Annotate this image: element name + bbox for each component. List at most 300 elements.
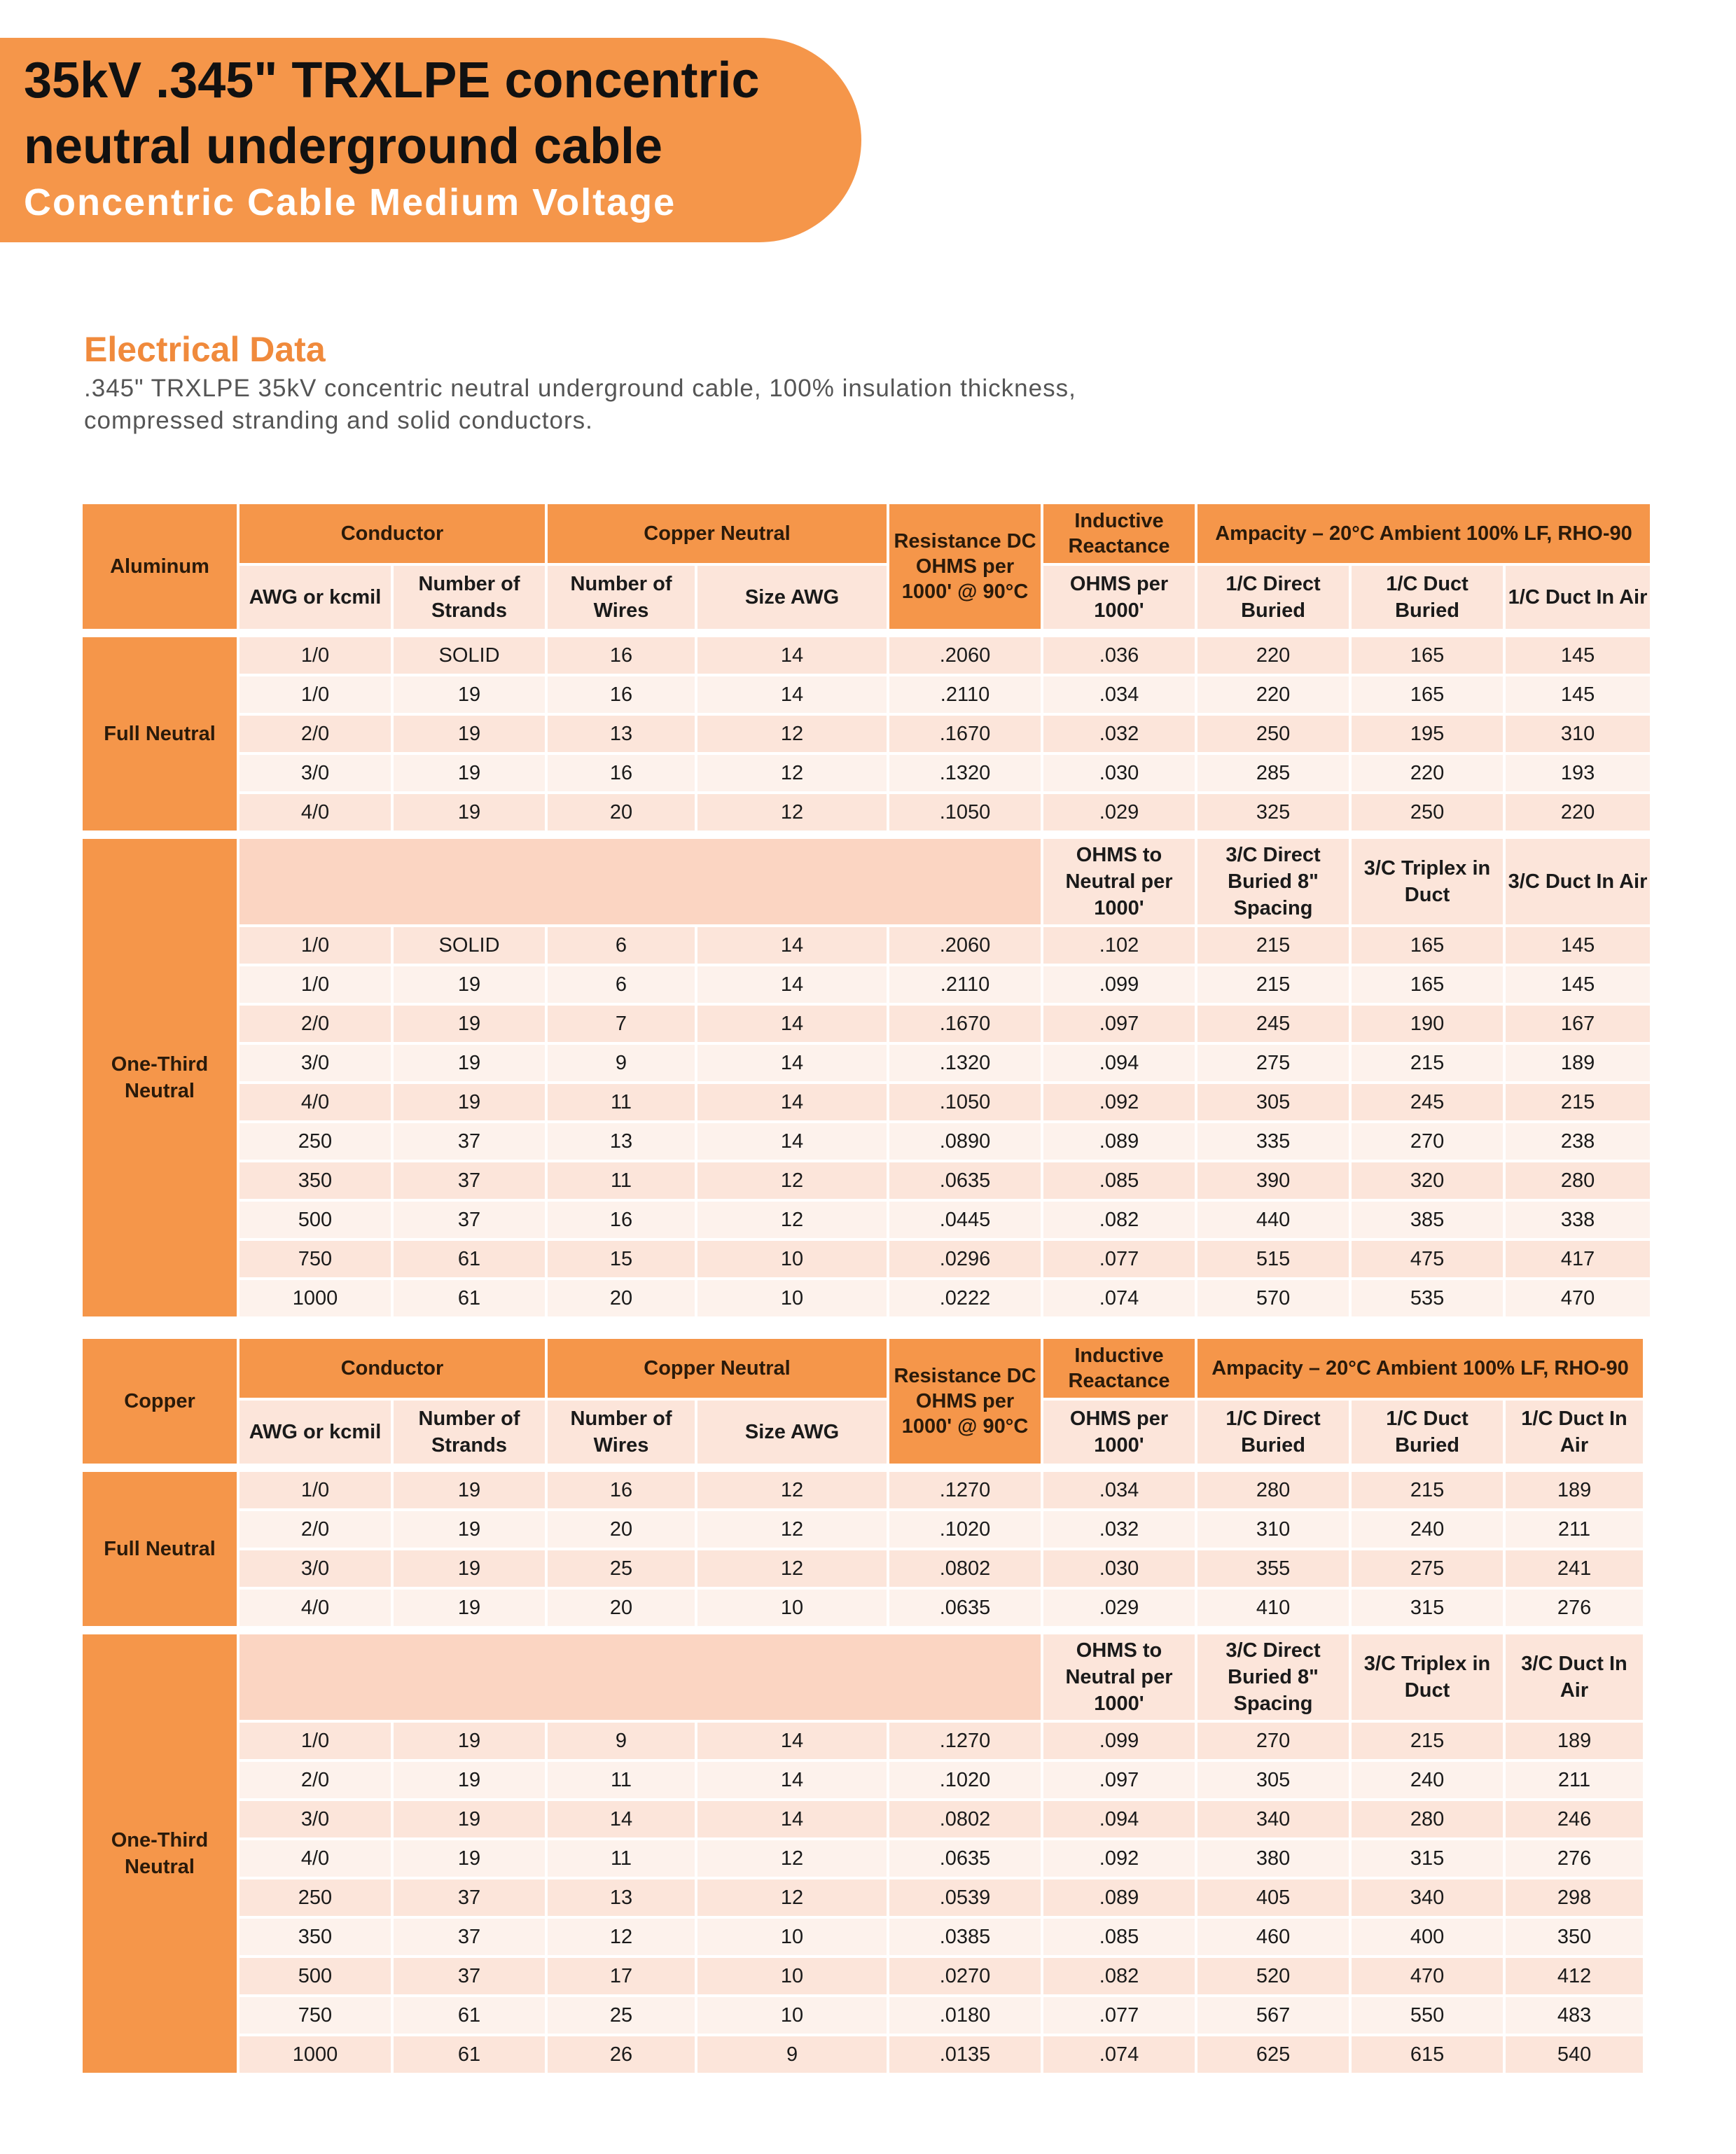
table-cell: 285 — [1197, 755, 1349, 791]
table-cell: .0802 — [889, 1550, 1041, 1587]
table-cell: 1/0 — [239, 1472, 391, 1508]
table-cell: 195 — [1352, 716, 1503, 752]
table-cell: .1020 — [889, 1511, 1041, 1548]
third-header-c3: 3/C Duct In Air — [1506, 839, 1650, 924]
table-cell: 385 — [1352, 1202, 1503, 1238]
resistance-header: Resistance DC OHMS per 1000' @ 90°C — [889, 1339, 1041, 1464]
table-cell: 350 — [1506, 1919, 1643, 1955]
table-cell: .094 — [1043, 1045, 1195, 1081]
table-cell: 14 — [697, 1723, 887, 1759]
table-cell: 2/0 — [239, 716, 391, 752]
spacer — [83, 833, 1503, 836]
table-cell: 16 — [548, 1472, 695, 1508]
table-cell: 460 — [1197, 1919, 1349, 1955]
table-cell: 19 — [394, 794, 545, 831]
table-cell: 412 — [1506, 1958, 1643, 1994]
table-cell: 10 — [697, 1241, 887, 1277]
table-cell: 12 — [548, 1919, 695, 1955]
column-header-strands: Number of Strands — [394, 1401, 545, 1464]
table-cell: .029 — [1043, 794, 1195, 831]
full-neutral-label: Full Neutral — [83, 637, 237, 831]
column-header-ohms: OHMS per 1000' — [1043, 566, 1195, 629]
table-cell: 211 — [1506, 1511, 1643, 1548]
table-cell: .036 — [1043, 637, 1195, 674]
table-cell: 19 — [394, 1550, 545, 1587]
table-cell: 340 — [1197, 1801, 1349, 1837]
table-cell: 193 — [1506, 755, 1650, 791]
table-cell: .1050 — [889, 1084, 1041, 1120]
table-cell: 440 — [1197, 1202, 1349, 1238]
table-cell: .0180 — [889, 1997, 1041, 2034]
table-cell: .074 — [1043, 2036, 1195, 2073]
table-cell: 325 — [1197, 794, 1349, 831]
table-cell: 615 — [1352, 2036, 1503, 2073]
table-cell: 240 — [1352, 1511, 1503, 1548]
table-cell: 145 — [1506, 966, 1650, 1003]
table-cell: 405 — [1197, 1879, 1349, 1916]
table-cell: .0890 — [889, 1123, 1041, 1160]
table-cell: 390 — [1197, 1162, 1349, 1199]
table-cell: 19 — [394, 1006, 545, 1042]
table-cell: 10 — [697, 1997, 887, 2034]
table-cell: 61 — [394, 1241, 545, 1277]
table-cell: 37 — [394, 1879, 545, 1916]
table-cell: 14 — [697, 1801, 887, 1837]
table-cell: 350 — [239, 1919, 391, 1955]
table-cell: .2060 — [889, 637, 1041, 674]
table-cell: 215 — [1197, 927, 1349, 964]
table-cell: 410 — [1197, 1590, 1349, 1626]
ampacity-header: Ampacity – 20°C Ambient 100% LF, RHO-90 — [1197, 504, 1650, 563]
table-cell: .032 — [1043, 1511, 1195, 1548]
table-cell: .085 — [1043, 1919, 1195, 1955]
table-cell: 276 — [1506, 1840, 1643, 1877]
table-cell: 11 — [548, 1762, 695, 1798]
table-cell: SOLID — [394, 637, 545, 674]
table-cell: 305 — [1197, 1762, 1349, 1798]
table-cell: 17 — [548, 1958, 695, 1994]
table-cell: 12 — [697, 794, 887, 831]
table-cell: .077 — [1043, 1997, 1195, 2034]
table-cell: 11 — [548, 1162, 695, 1199]
table-cell: 9 — [548, 1045, 695, 1081]
table-cell: 380 — [1197, 1840, 1349, 1877]
table-cell: 11 — [548, 1840, 695, 1877]
table-cell: 19 — [394, 1511, 545, 1548]
table-cell: .1270 — [889, 1723, 1041, 1759]
table-cell: 165 — [1352, 637, 1503, 674]
table-cell: 165 — [1352, 927, 1503, 964]
table-cell: .0635 — [889, 1840, 1041, 1877]
table-cell: 37 — [394, 1202, 545, 1238]
section-title: Electrical Data — [84, 330, 326, 369]
table-cell: 535 — [1352, 1280, 1503, 1316]
inductive-reactance-header: Inductive Reactance — [1043, 1339, 1195, 1398]
copper-neutral-header: Copper Neutral — [548, 504, 887, 563]
column-header-c2: 1/C Duct Buried — [1352, 1401, 1503, 1464]
table-cell: 189 — [1506, 1472, 1643, 1508]
table-cell: 1/0 — [239, 966, 391, 1003]
copper-table — [80, 1336, 1646, 2076]
material-label: Aluminum — [83, 504, 237, 629]
table-cell: 14 — [697, 676, 887, 713]
table-cell: 19 — [394, 1045, 545, 1081]
table-cell: 215 — [1197, 966, 1349, 1003]
table-cell: 500 — [239, 1958, 391, 1994]
table-cell: 26 — [548, 2036, 695, 2073]
table-cell: 220 — [1197, 676, 1349, 713]
table-cell: 540 — [1506, 2036, 1643, 2073]
table-cell: .094 — [1043, 1801, 1195, 1837]
table-cell: 215 — [1352, 1045, 1503, 1081]
table-cell: 355 — [1197, 1550, 1349, 1587]
table-cell: 238 — [1506, 1123, 1650, 1160]
table-cell: 241 — [1506, 1550, 1643, 1587]
table-cell: 14 — [697, 966, 887, 1003]
table-cell: 4/0 — [239, 794, 391, 831]
table-cell: 220 — [1506, 794, 1650, 831]
table-cell: 12 — [697, 716, 887, 752]
table-cell: 567 — [1197, 1997, 1349, 2034]
table-cell: 475 — [1352, 1241, 1503, 1277]
third-header-c3: 3/C Duct In Air — [1506, 1634, 1643, 1720]
table-cell: .032 — [1043, 716, 1195, 752]
table-cell: 1000 — [239, 2036, 391, 2073]
table-cell: 245 — [1197, 1006, 1349, 1042]
spacer — [83, 1629, 1503, 1632]
column-header-size: Size AWG — [697, 1401, 887, 1464]
table-cell: .2110 — [889, 966, 1041, 1003]
table-cell: 13 — [548, 716, 695, 752]
table-cell: 12 — [697, 1202, 887, 1238]
table-cell: .089 — [1043, 1123, 1195, 1160]
table-cell: 3/0 — [239, 755, 391, 791]
table-cell: 14 — [697, 1762, 887, 1798]
table-cell: 245 — [1352, 1084, 1503, 1120]
table-cell: 2/0 — [239, 1511, 391, 1548]
material-label: Copper — [83, 1339, 237, 1464]
table-cell: 338 — [1506, 1202, 1650, 1238]
table-cell: 9 — [548, 1723, 695, 1759]
table-cell: 1/0 — [239, 1723, 391, 1759]
table-cell: 10 — [697, 1919, 887, 1955]
table-cell: 7 — [548, 1006, 695, 1042]
table-cell: 6 — [548, 927, 695, 964]
table-cell: 298 — [1506, 1879, 1643, 1916]
table-cell: 2/0 — [239, 1006, 391, 1042]
table-cell: 1000 — [239, 1280, 391, 1316]
table-cell: .077 — [1043, 1241, 1195, 1277]
table-cell: 246 — [1506, 1801, 1643, 1837]
table-cell: 12 — [697, 1550, 887, 1587]
table-cell: .092 — [1043, 1840, 1195, 1877]
table-cell: 19 — [394, 755, 545, 791]
table-cell: 189 — [1506, 1723, 1643, 1759]
third-header-c2: 3/C Triplex in Duct — [1352, 839, 1503, 924]
table-cell: 310 — [1506, 716, 1650, 752]
table-cell: 20 — [548, 794, 695, 831]
table-cell: 20 — [548, 1280, 695, 1316]
table-cell: 4/0 — [239, 1840, 391, 1877]
table-cell: 315 — [1352, 1590, 1503, 1626]
table-cell: 470 — [1506, 1280, 1650, 1316]
table-cell: 220 — [1352, 755, 1503, 791]
table-cell: 250 — [239, 1879, 391, 1916]
table-cell: .1050 — [889, 794, 1041, 831]
table-cell: 1/0 — [239, 637, 391, 674]
third-header-c1: 3/C Direct Buried 8" Spacing — [1197, 1634, 1349, 1720]
table-cell: .030 — [1043, 755, 1195, 791]
table-cell: .1670 — [889, 1006, 1041, 1042]
table-cell: .029 — [1043, 1590, 1195, 1626]
table-cell: 37 — [394, 1919, 545, 1955]
page-title-line1: 35kV .345" TRXLPE concentric — [24, 53, 760, 109]
table-cell: 12 — [697, 755, 887, 791]
table-cell: 19 — [394, 1762, 545, 1798]
page-subtitle: Concentric Cable Medium Voltage — [24, 181, 676, 223]
table-cell: 240 — [1352, 1762, 1503, 1798]
table-cell: 250 — [239, 1123, 391, 1160]
table-cell: .097 — [1043, 1762, 1195, 1798]
table-cell: .1270 — [889, 1472, 1041, 1508]
table-cell: 335 — [1197, 1123, 1349, 1160]
table-cell: 270 — [1352, 1123, 1503, 1160]
table-cell: .030 — [1043, 1550, 1195, 1587]
table-cell: 15 — [548, 1241, 695, 1277]
table-cell: 145 — [1506, 676, 1650, 713]
table-cell: 13 — [548, 1879, 695, 1916]
table-cell: 10 — [697, 1590, 887, 1626]
table-cell: 19 — [394, 716, 545, 752]
table-cell: 14 — [697, 1084, 887, 1120]
table-cell: 3/0 — [239, 1801, 391, 1837]
spacer — [83, 632, 1503, 634]
table-cell: 250 — [1197, 716, 1349, 752]
table-cell: 25 — [548, 1550, 695, 1587]
third-header-ohms: OHMS to Neutral per 1000' — [1043, 839, 1195, 924]
table-cell: 16 — [548, 755, 695, 791]
column-header-awg: AWG or kcmil — [239, 566, 391, 629]
table-cell: .0635 — [889, 1590, 1041, 1626]
table-cell: 20 — [548, 1590, 695, 1626]
blank-header-cell — [239, 839, 1041, 924]
table-cell: .099 — [1043, 1723, 1195, 1759]
inductive-reactance-header: Inductive Reactance — [1043, 504, 1195, 563]
table-cell: 61 — [394, 1280, 545, 1316]
table-cell: 310 — [1197, 1511, 1349, 1548]
table-cell: 12 — [697, 1511, 887, 1548]
table-cell: 417 — [1506, 1241, 1650, 1277]
table-cell: 12 — [697, 1472, 887, 1508]
resistance-header: Resistance DC OHMS per 1000' @ 90°C — [889, 504, 1041, 629]
table-cell: .034 — [1043, 676, 1195, 713]
table-cell: 315 — [1352, 1840, 1503, 1877]
table-cell: 20 — [548, 1511, 695, 1548]
column-header-c3: 1/C Duct In Air — [1506, 566, 1650, 629]
table-cell: 10 — [697, 1958, 887, 1994]
third-header-c1: 3/C Direct Buried 8" Spacing — [1197, 839, 1349, 924]
table-cell: 350 — [239, 1162, 391, 1199]
conductor-header: Conductor — [239, 504, 545, 563]
aluminum-table — [80, 501, 1653, 1319]
table-cell: 13 — [548, 1123, 695, 1160]
table-cell: 16 — [548, 1202, 695, 1238]
copper-neutral-header: Copper Neutral — [548, 1339, 887, 1398]
column-header-wires: Number of Wires — [548, 1401, 695, 1464]
table-cell: 14 — [697, 637, 887, 674]
table-cell: 165 — [1352, 966, 1503, 1003]
table-cell: .082 — [1043, 1202, 1195, 1238]
table-cell: .034 — [1043, 1472, 1195, 1508]
table-cell: 6 — [548, 966, 695, 1003]
table-cell: 250 — [1352, 794, 1503, 831]
table-cell: .085 — [1043, 1162, 1195, 1199]
table-cell: SOLID — [394, 927, 545, 964]
table-cell: 280 — [1506, 1162, 1650, 1199]
table-cell: 750 — [239, 1241, 391, 1277]
table-cell: 400 — [1352, 1919, 1503, 1955]
table-cell: 10 — [697, 1280, 887, 1316]
table-cell: 4/0 — [239, 1084, 391, 1120]
table-cell: 550 — [1352, 1997, 1503, 2034]
one-third-neutral-label: One-Third Neutral — [83, 839, 237, 1316]
table-cell: 19 — [394, 676, 545, 713]
table-cell: 19 — [394, 1472, 545, 1508]
table-cell: .102 — [1043, 927, 1195, 964]
table-cell: .089 — [1043, 1879, 1195, 1916]
table-cell: 12 — [697, 1879, 887, 1916]
table-cell: 2/0 — [239, 1762, 391, 1798]
table-cell: 270 — [1197, 1723, 1349, 1759]
table-cell: 14 — [548, 1801, 695, 1837]
column-header-awg: AWG or kcmil — [239, 1401, 391, 1464]
table-cell: 1/0 — [239, 927, 391, 964]
column-header-ohms: OHMS per 1000' — [1043, 1401, 1195, 1464]
table-cell: 19 — [394, 1084, 545, 1120]
table-cell: 14 — [697, 1045, 887, 1081]
table-cell: 305 — [1197, 1084, 1349, 1120]
table-cell: 470 — [1352, 1958, 1503, 1994]
table-cell: 25 — [548, 1997, 695, 2034]
table-cell: 215 — [1352, 1723, 1503, 1759]
table-cell: 16 — [548, 676, 695, 713]
table-cell: 61 — [394, 2036, 545, 2073]
table-cell: 19 — [394, 1590, 545, 1626]
column-header-c1: 1/C Direct Buried — [1197, 566, 1349, 629]
table-cell: .092 — [1043, 1084, 1195, 1120]
third-header-c2: 3/C Triplex in Duct — [1352, 1634, 1503, 1720]
table-cell: 750 — [239, 1997, 391, 2034]
table-cell: 189 — [1506, 1045, 1650, 1081]
table-cell: 211 — [1506, 1762, 1643, 1798]
table-cell: 9 — [697, 2036, 887, 2073]
table-cell: 165 — [1352, 676, 1503, 713]
table-cell: 500 — [239, 1202, 391, 1238]
table-cell: 3/0 — [239, 1045, 391, 1081]
table-cell: .0539 — [889, 1879, 1041, 1916]
table-cell: .1020 — [889, 1762, 1041, 1798]
table-cell: 276 — [1506, 1590, 1643, 1626]
table-cell: 483 — [1506, 1997, 1643, 2034]
table-cell: 275 — [1352, 1550, 1503, 1587]
table-cell: 14 — [697, 1123, 887, 1160]
column-header-c1: 1/C Direct Buried — [1197, 1401, 1349, 1464]
column-header-c3: 1/C Duct In Air — [1506, 1401, 1643, 1464]
table-cell: 3/0 — [239, 1550, 391, 1587]
ampacity-header: Ampacity – 20°C Ambient 100% LF, RHO-90 — [1197, 1339, 1643, 1398]
table-cell: 14 — [697, 927, 887, 964]
table-cell: .0635 — [889, 1162, 1041, 1199]
table-cell: 16 — [548, 637, 695, 674]
table-cell: 320 — [1352, 1162, 1503, 1199]
table-cell: 220 — [1197, 637, 1349, 674]
table-cell: 61 — [394, 1997, 545, 2034]
column-header-wires: Number of Wires — [548, 566, 695, 629]
table-cell: 215 — [1506, 1084, 1650, 1120]
column-header-strands: Number of Strands — [394, 566, 545, 629]
table-cell: 515 — [1197, 1241, 1349, 1277]
table-cell: 19 — [394, 1723, 545, 1759]
table-cell: 570 — [1197, 1280, 1349, 1316]
table-cell: .082 — [1043, 1958, 1195, 1994]
table-cell: 1/0 — [239, 676, 391, 713]
table-cell: .2060 — [889, 927, 1041, 964]
one-third-neutral-label: One-Third Neutral — [83, 1634, 237, 2073]
table-cell: 280 — [1197, 1472, 1349, 1508]
spacer — [83, 1466, 1503, 1469]
table-cell: 37 — [394, 1958, 545, 1994]
table-cell: 190 — [1352, 1006, 1503, 1042]
table-cell: 340 — [1352, 1879, 1503, 1916]
table-cell: .0802 — [889, 1801, 1041, 1837]
table-cell: 215 — [1352, 1472, 1503, 1508]
table-cell: 37 — [394, 1162, 545, 1199]
table-cell: .074 — [1043, 1280, 1195, 1316]
table-cell: 37 — [394, 1123, 545, 1160]
table-cell: .0135 — [889, 2036, 1041, 2073]
table-cell: 11 — [548, 1084, 695, 1120]
table-cell: 4/0 — [239, 1590, 391, 1626]
table-cell: .0296 — [889, 1241, 1041, 1277]
table-cell: 275 — [1197, 1045, 1349, 1081]
table-cell: 145 — [1506, 637, 1650, 674]
table-cell: .0445 — [889, 1202, 1041, 1238]
table-cell: 19 — [394, 966, 545, 1003]
table-cell: 145 — [1506, 927, 1650, 964]
table-cell: .1670 — [889, 716, 1041, 752]
table-cell: 12 — [697, 1840, 887, 1877]
table-cell: .0270 — [889, 1958, 1041, 1994]
table-cell: .0385 — [889, 1919, 1041, 1955]
table-cell: 14 — [697, 1006, 887, 1042]
table-cell: 280 — [1352, 1801, 1503, 1837]
full-neutral-label: Full Neutral — [83, 1472, 237, 1626]
table-cell: 167 — [1506, 1006, 1650, 1042]
table-cell: .2110 — [889, 676, 1041, 713]
table-cell: 12 — [697, 1162, 887, 1199]
third-header-ohms: OHMS to Neutral per 1000' — [1043, 1634, 1195, 1720]
table-cell: .097 — [1043, 1006, 1195, 1042]
table-cell: 520 — [1197, 1958, 1349, 1994]
table-cell: .1320 — [889, 755, 1041, 791]
conductor-header: Conductor — [239, 1339, 545, 1398]
column-header-size: Size AWG — [697, 566, 887, 629]
table-cell: 19 — [394, 1801, 545, 1837]
blank-header-cell — [239, 1634, 1041, 1720]
column-header-c2: 1/C Duct Buried — [1352, 566, 1503, 629]
section-description: .345" TRXLPE 35kV concentric neutral underground cable, 100% insulation thickness, compressed stranding and solid conductors. — [84, 375, 1076, 434]
table-cell: .099 — [1043, 966, 1195, 1003]
